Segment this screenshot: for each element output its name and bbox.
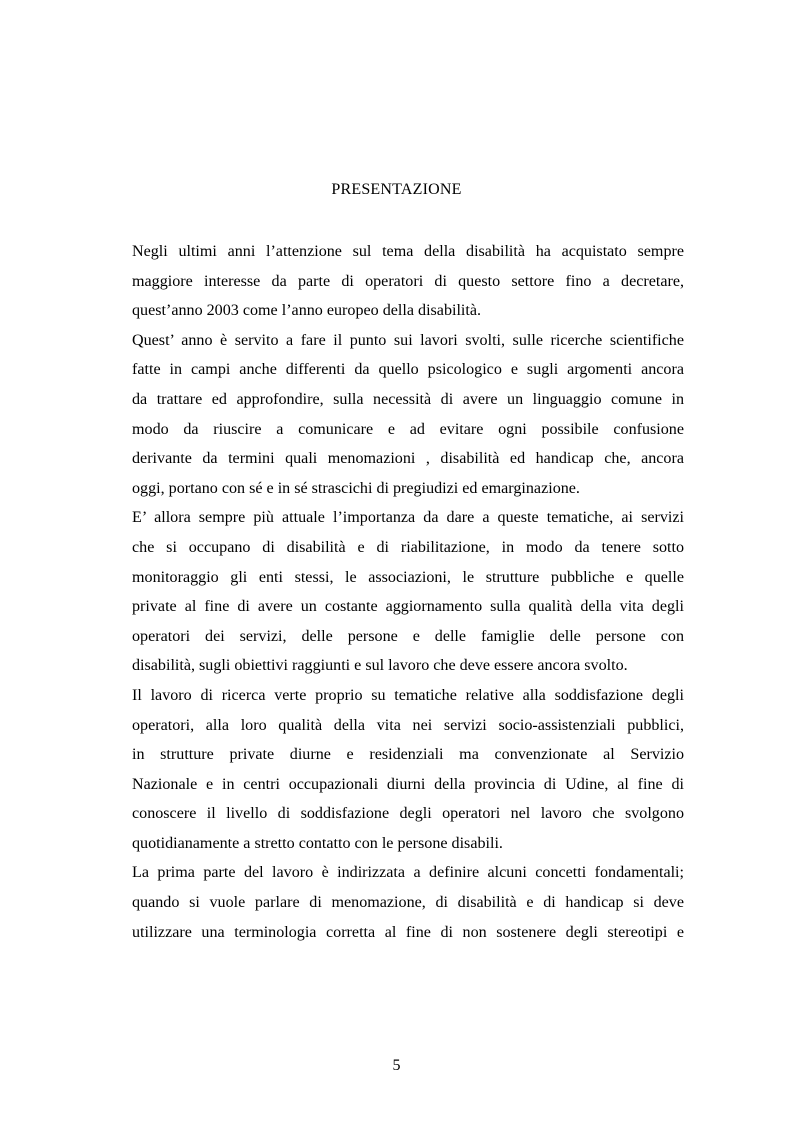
text-line: da trattare ed approfondire, sulla necessità di avere un linguaggio comune in bbox=[132, 390, 684, 408]
text-line: operatori dei servizi, delle persone e delle famiglie delle persone con bbox=[132, 627, 684, 645]
text-line: operatori, alla loro qualità della vita nei servizi socio-assistenziali pubblici, bbox=[132, 716, 684, 734]
text-line: conoscere il livello di soddisfazione degli operatori nel lavoro che svolgono bbox=[132, 805, 684, 823]
page-number: 5 bbox=[392, 1057, 401, 1074]
text-line: che si occupano di disabilità e di riabilitazione, in modo da tenere sotto bbox=[132, 538, 684, 556]
text-line: disabilità, sugli obiettivi raggiunti e sul lavoro che deve essere ancora svolto. bbox=[132, 657, 628, 675]
text-line: monitoraggio gli enti stessi, le associazioni, le strutture pubbliche e quelle bbox=[132, 568, 684, 586]
text-line: quest’anno 2003 come l’anno europeo della disabilità. bbox=[132, 302, 482, 320]
page-title: PRESENTAZIONE bbox=[331, 181, 462, 198]
text-line: fatte in campi anche differenti da quello psicologico e sugli argomenti ancora bbox=[132, 361, 684, 379]
text-line: Nazionale e in centri occupazionali diurni della provincia di Udine, al fine di bbox=[132, 775, 684, 793]
text-line: in strutture private diurne e residenziali ma convenzionate al Servizio bbox=[132, 746, 684, 764]
text-line: Negli ultimi anni l’attenzione sul tema della disabilità ha acquistato sempre bbox=[132, 243, 684, 260]
text-line: La prima parte del lavoro è indirizzata a definire alcuni concetti fondamentali; bbox=[132, 864, 684, 882]
text-line: maggiore interesse da parte di operatori di questo settore fino a decretare, bbox=[132, 272, 684, 290]
text-line: E’ allora sempre più attuale l’importanza da dare a queste tematiche, ai servizi bbox=[132, 509, 684, 527]
text-line: derivante da termini quali menomazioni , disabilità ed handicap che, ancora bbox=[132, 450, 684, 468]
text-line: quando si vuole parlare di menomazione, di disabilità e di handicap si deve bbox=[132, 894, 684, 912]
body-text bbox=[132, 237, 684, 947]
text-line: quotidianamente a stretto contatto con le persone disabili. bbox=[132, 834, 503, 852]
text-line: modo da riuscire a comunicare e ad evitare ogni possibile confusione bbox=[132, 420, 684, 438]
text-line: utilizzare una terminologia corretta al fine di non sostenere degli stereotipi e bbox=[132, 923, 684, 941]
text-line: Il lavoro di ricerca verte proprio su tematiche relative alla soddisfazione degli bbox=[132, 686, 684, 704]
text-line: private al fine di avere un costante aggiornamento sulla qualità della vita degli bbox=[132, 598, 684, 616]
text-line: Quest’ anno è servito a fare il punto sui lavori svolti, sulle ricerche scientifiche bbox=[132, 331, 684, 349]
text-line: oggi, portano con sé e in sé strascichi di pregiudizi ed emarginazione. bbox=[132, 479, 580, 497]
